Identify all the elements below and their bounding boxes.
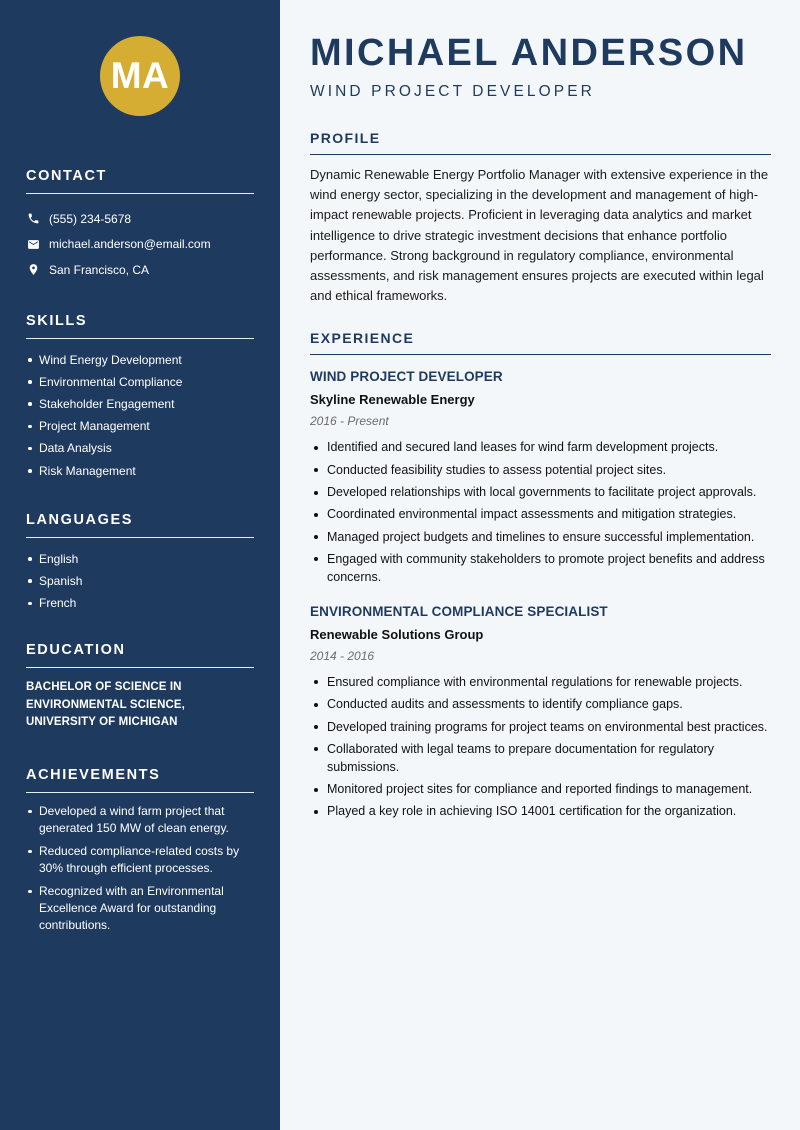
candidate-role: WIND PROJECT DEVELOPER — [310, 83, 595, 100]
job-bullet: Collaborated with legal teams to prepare documentation for regulatory submissions. — [310, 740, 771, 776]
contact-location-text: San Francisco, CA — [49, 262, 150, 277]
achievement-item: Developed a wind farm project that generated 150 MW of clean energy. — [26, 803, 254, 837]
phone-icon — [26, 212, 40, 226]
job-title: WIND PROJECT DEVELOPER — [310, 369, 503, 385]
achievement-item: Recognized with an Environmental Excellence Award for outstanding contributions. — [26, 883, 254, 935]
contact-email-text[interactable]: michael.anderson@email.com — [49, 237, 211, 252]
location-pin-icon — [26, 263, 40, 277]
achievements-list — [26, 803, 254, 934]
job-bullet: Ensured compliance with environmental regulations for renewable projects. — [310, 673, 771, 691]
experience-heading: EXPERIENCE — [310, 330, 771, 355]
job-title: ENVIRONMENTAL COMPLIANCE SPECIALIST — [310, 603, 608, 619]
achievements-heading: ACHIEVEMENTS — [26, 767, 254, 793]
education-heading: EDUCATION — [26, 642, 254, 668]
job-entry — [310, 369, 771, 585]
skill-item: Stakeholder Engagement — [26, 393, 254, 415]
achievement-item: Reduced compliance-related costs by 30% through efficient processes. — [26, 843, 254, 877]
job-dates: 2014 - 2016 — [310, 648, 375, 663]
main-content — [280, 0, 800, 1130]
job-bullet: Engaged with community stakeholders to promote project benefits and address concerns. — [310, 550, 771, 586]
job-entry — [310, 604, 771, 820]
skills-heading: SKILLS — [26, 313, 254, 339]
job-bullet: Developed relationships with local governments to facilitate project approvals. — [310, 483, 771, 501]
job-company: Renewable Solutions Group — [310, 626, 484, 642]
email-icon — [26, 237, 40, 251]
job-bullet: Developed training programs for project teams on environmental best practices. — [310, 718, 771, 736]
skill-item: Risk Management — [26, 460, 254, 482]
contact-list — [26, 206, 254, 283]
job-company: Skyline Renewable Energy — [310, 392, 475, 408]
job-bullet: Conducted audits and assessments to identify compliance gaps. — [310, 695, 771, 713]
language-item: English — [26, 548, 254, 570]
job-bullet: Managed project budgets and timelines to ensure successful implementation. — [310, 528, 771, 546]
avatar-initials: MA — [100, 36, 180, 116]
job-bullet: Conducted feasibility studies to assess potential project sites. — [310, 461, 771, 479]
education-degree: BACHELOR OF SCIENCE IN ENVIRONMENTAL SCIENCE, UNIVERSITY OF MICHIGAN — [26, 681, 185, 728]
contact-phone-text: (555) 234-5678 — [49, 211, 132, 226]
skill-item: Wind Energy Development — [26, 349, 254, 371]
job-bullet: Identified and secured land leases for wind farm development projects. — [310, 438, 771, 456]
job-bullet: Monitored project sites for compliance and reported findings to management. — [310, 780, 771, 798]
candidate-name: MICHAEL ANDERSON — [310, 32, 748, 74]
language-item: French — [26, 592, 254, 614]
languages-list — [26, 548, 254, 615]
skill-item: Data Analysis — [26, 437, 254, 459]
skill-item: Environmental Compliance — [26, 371, 254, 393]
contact-phone — [26, 206, 254, 232]
language-item: Spanish — [26, 570, 254, 592]
job-bullet: Coordinated environmental impact assessments and mitigation strategies. — [310, 505, 771, 523]
sidebar — [0, 0, 280, 1130]
contact-location — [26, 257, 254, 283]
job-dates: 2016 - Present — [310, 414, 389, 429]
profile-summary: Dynamic Renewable Energy Portfolio Manager with extensive experience in the wind energy sector, specializing in the development and management of high-impact renewable projects. Proficient in leveraging data analytics and market intelligence to drive strategic investment decisions that enhance portfolio performance. Strong background in regulatory compliance, environmental assessments, and risk management ensures projects are executed within legal and ethical frameworks. — [310, 167, 769, 304]
skills-list — [26, 349, 254, 482]
contact-heading: CONTACT — [26, 168, 254, 194]
contact-email — [26, 232, 254, 258]
profile-heading: PROFILE — [310, 130, 771, 155]
skill-item: Project Management — [26, 415, 254, 437]
languages-heading: LANGUAGES — [26, 512, 254, 538]
job-bullet: Played a key role in achieving ISO 14001 certification for the organization. — [310, 802, 771, 820]
job-bullets — [310, 438, 771, 585]
job-bullets — [310, 673, 771, 820]
